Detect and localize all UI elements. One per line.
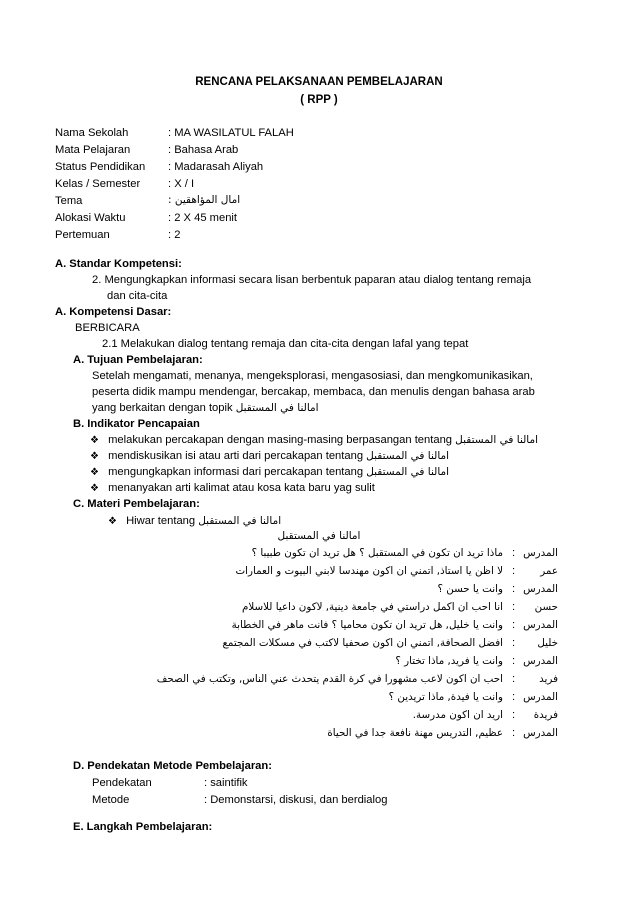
standar-item-cont: dan cita-cita [107,290,168,302]
pendekatan-value: : saintifik [204,777,248,789]
dialog-line: احب ان اكون لاعب مشهورا في كرة القدم يتحدث عني الناس, وتكتب في الصحف [156,673,503,685]
section-heading: A. Standar Kompetensi: [55,258,182,270]
dialog-speaker: المدرس [523,655,558,667]
dialog-line: وانت يا فيدة, ماذا تريدين ؟ [388,691,503,703]
dialog-line: افضل الصحافة, اتمني ان اكون صحفيا لاكتب في مسكلات المجتمع [222,637,503,649]
indikator-item [90,450,449,462]
dialog-title: امالنا في المستقبل [277,530,361,542]
identity-value: : Madarasah Aliyah [168,161,264,173]
topic-arabic: امالنا في المستقبل [366,450,450,462]
kompetensi-sub: BERBICARA [75,322,140,334]
tujuan-text: Setelah mengamati, menanya, mengeksplorasi, mengasosiasi, dan mengkomunikasikan, [92,370,533,382]
doc-title: RENCANA PELAKSANAAN PEMBELAJARAN [195,76,443,88]
dialog-line: لا اظن يا استاذ, اتمني ان اكون مهندسا لابني البيوت و العمارات [235,565,503,577]
indikator-item [90,466,449,478]
dialog-colon: : [512,601,516,613]
materi-item [108,515,281,527]
indikator-text: mengungkapkan informasi dari percakapan tentang [108,466,364,478]
identity-label: Status Pendidikan [55,161,146,173]
tujuan-text [92,402,319,414]
dialog-colon: : [512,709,516,721]
dialog-speaker: المدرس [523,547,558,559]
pendekatan-value: : Demonstarsi, diskusi, dan berdialog [204,794,388,806]
diamond-bullet-icon: ❖ [90,451,99,462]
dialog-line: انا احب ان اكمل دراستي في جامعة دينية, لاكون داعيا للاسلام [242,601,503,613]
materi-text: Hiwar tentang [126,515,196,527]
dialog-colon: : [512,637,516,649]
diamond-bullet-icon: ❖ [90,483,99,494]
tujuan-text: peserta didik mampu mendengar, bercakap, membaca, dan menulis dengan bahasa arab [92,386,535,398]
dialog-colon: : [512,565,516,577]
dialog-colon: : [512,691,516,703]
doc-subtitle: ( RPP ) [300,94,338,106]
identity-label: Kelas / Semester [55,178,141,190]
dialog-line: عظيم, التدريس مهنة نافعة جدا في الحياة [327,727,503,739]
identity-value: : MA WASILATUL FALAH [168,127,294,139]
identity-value: : 2 [168,229,181,241]
dialog-line: وانت يا خليل, هل تريد ان تكون محاميا ؟ فانت ماهر في الخطابة [231,619,503,631]
identity-label: Nama Sekolah [55,127,129,139]
kompetensi-item: 2.1 Melakukan dialog tentang remaja dan cita-cita dengan lafal yang tepat [102,338,469,350]
section-heading: C. Materi Pembelajaran: [73,498,200,510]
identity-value: : امال المؤاهقين [168,194,241,206]
dialog-speaker: المدرس [523,619,558,631]
topic-arabic: امالنا في المستقبل [366,466,450,478]
dialog-colon: : [512,727,516,739]
topic-arabic: امالنا في المستقبل [455,434,539,446]
dialog-speaker: خليل [537,637,558,649]
topic-arabic: امالنا في المستقبل [198,515,282,527]
section-heading: A. Kompetensi Dasar: [55,306,172,318]
section-heading: D. Pendekatan Metode Pembelajaran: [73,760,272,772]
standar-item: 2. Mengungkapkan informasi secara lisan berbentuk paparan atau dialog tentang remaja [92,274,532,286]
dialog-speaker: فريد [539,673,558,685]
identity-label: Mata Pelajaran [55,144,131,156]
dialog-colon: : [512,547,516,559]
dialog-line: وانت يا حسن ؟ [437,583,503,595]
identity-label: Tema [55,195,83,207]
dialog-line: وانت يا فريد, ماذا تختار ؟ [395,655,503,667]
section-heading: A. Tujuan Pembelajaran: [73,354,203,366]
dialog-colon: : [512,619,516,631]
dialog-speaker: فريدة [533,709,558,721]
identity-value: : 2 X 45 menit [168,212,238,224]
identity-label: Pertemuan [55,229,110,241]
indikator-text: menanyakan arti kalimat atau kosa kata baru yag sulit [108,482,375,494]
dialog-line: ماذا تريد ان تكون في المستقبل ؟ هل تريد ان تكون طبيبا ؟ [251,547,503,559]
identity-label: Alokasi Waktu [55,212,126,224]
section-heading: E. Langkah Pembelajaran: [73,821,213,833]
dialog-speaker: المدرس [523,727,558,739]
diamond-bullet-icon: ❖ [108,516,117,527]
indikator-text: mendiskusikan isi atau arti dari percakapan tentang [108,450,364,462]
indikator-item [90,434,538,446]
section-heading: B. Indikator Pencapaian [73,418,200,430]
dialog-colon: : [512,583,516,595]
dialog-colon: : [512,655,516,667]
dialog-speaker: المدرس [523,691,558,703]
diamond-bullet-icon: ❖ [90,467,99,478]
identity-value: : Bahasa Arab [168,144,239,156]
indikator-item [90,482,375,494]
identity-value: : X / I [168,178,195,190]
tujuan-text-part: yang berkaitan dengan topik [92,402,233,414]
topic-arabic: امالنا في المستقبل [235,402,319,414]
pendekatan-label: Pendekatan [92,777,152,789]
indikator-text: melakukan percakapan dengan masing-masing berpasangan tentang [108,434,453,446]
pendekatan-label: Metode [92,794,130,806]
dialog-colon: : [512,673,516,685]
dialog-line: اريد ان اكون مدرسة. [412,709,503,721]
dialog-speaker: المدرس [523,583,558,595]
dialog-speaker: عمر [540,565,558,577]
dialog-speaker: حسن [534,601,558,613]
diamond-bullet-icon: ❖ [90,435,99,446]
